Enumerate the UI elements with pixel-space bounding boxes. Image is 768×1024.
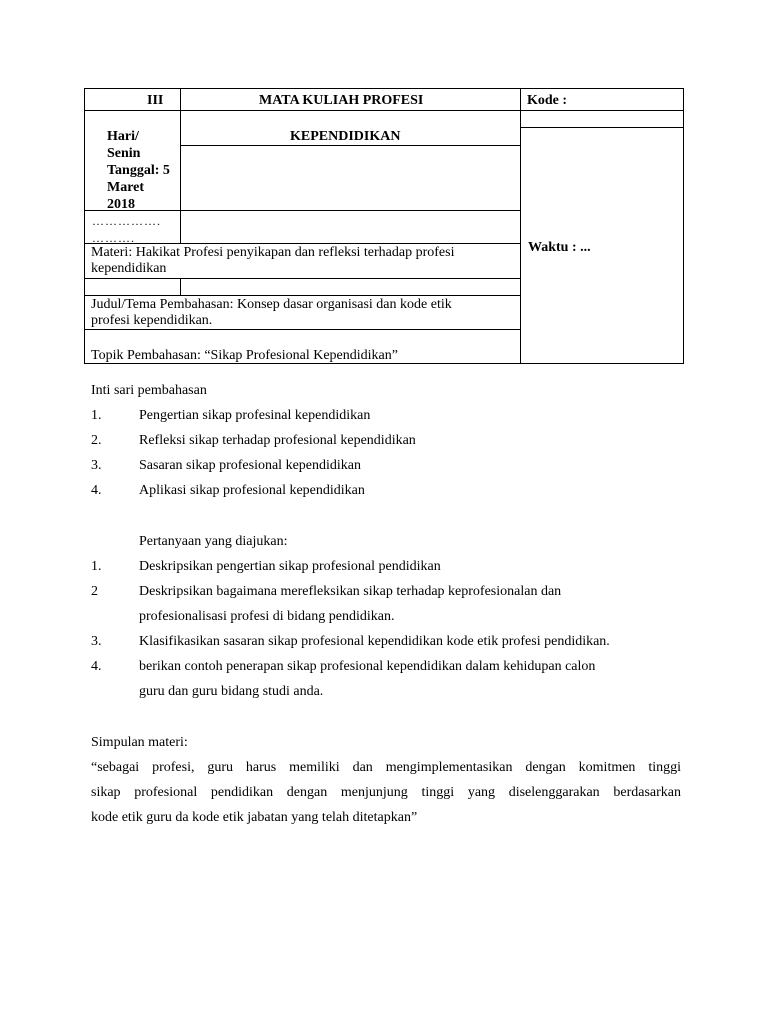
judul-line: profesi kependidikan. (91, 313, 213, 328)
simpulan-line: sikap profesional pendidikan dengan menjunjung tinggi yang diselenggarakan berdasarkan (91, 785, 681, 800)
materi-line: Materi: Hakikat Profesi penyikapan dan refleksi terhadap profesi (91, 245, 455, 260)
pertanyaan-item: Klasifikasikan sasaran sikap profesional kependidikan kode etik profesi pendidikan. (139, 634, 610, 649)
hari-tanggal-cell (107, 128, 170, 213)
intisari-number: 3. (91, 458, 102, 473)
intisari-number: 2. (91, 433, 102, 448)
pertanyaan-item-cont: profesionalisasi profesi di bidang pendidikan. (139, 609, 395, 624)
pertanyaan-item-cont: guru dan guru bidang studi anda. (139, 684, 324, 699)
hari-line: Senin (107, 146, 141, 161)
hari-line: Tanggal: 5 (107, 163, 170, 178)
waktu-label: Waktu : ... (528, 240, 591, 255)
simpulan-line: kode etik guru da kode etik jabatan yang telah ditetapkan” (91, 810, 418, 825)
intisari-item: Refleksi sikap terhadap profesional kependidikan (139, 433, 416, 448)
dots-placeholder (92, 213, 161, 247)
intisari-number: 1. (91, 408, 102, 423)
pertanyaan-number: 1. (91, 559, 102, 574)
pertanyaan-item: Deskripsikan pengertian sikap profesional pendidikan (139, 559, 441, 574)
simpulan-title: Simpulan materi: (91, 735, 188, 750)
table-number: III (147, 93, 164, 108)
course-subtitle: KEPENDIDIKAN (290, 129, 401, 144)
judul-line: Judul/Tema Pembahasan: Konsep dasar organisasi dan kode etik (91, 297, 452, 312)
pertanyaan-number: 4. (91, 659, 102, 674)
materi-cell (91, 245, 454, 277)
dots-line: ……………. (92, 214, 161, 228)
materi-line: kependidikan (91, 261, 167, 276)
intisari-item: Pengertian sikap profesinal kependidikan (139, 408, 371, 423)
hari-line: 2018 (107, 197, 135, 212)
pertanyaan-title: Pertanyaan yang diajukan: (139, 534, 288, 549)
intisari-number: 4. (91, 483, 102, 498)
intisari-item: Aplikasi sikap profesional kependidikan (139, 483, 365, 498)
topik-cell: Topik Pembahasan: “Sikap Profesional Kependidikan” (91, 348, 398, 363)
pertanyaan-item: berikan contoh penerapan sikap profesional kependidikan dalam kehidupan calon (139, 659, 596, 674)
kode-label: Kode : (527, 93, 568, 108)
judul-cell (91, 297, 452, 329)
intisari-title: Inti sari pembahasan (91, 383, 207, 398)
pertanyaan-number: 2 (91, 584, 98, 599)
pertanyaan-number: 3. (91, 634, 102, 649)
course-title: MATA KULIAH PROFESI (259, 93, 424, 108)
hari-line: Maret (107, 180, 145, 195)
pertanyaan-item: Deskripsikan bagaimana merefleksikan sikap terhadap keprofesionalan dan (139, 584, 562, 599)
intisari-item: Sasaran sikap profesional kependidikan (139, 458, 361, 473)
hari-line: Hari/ (107, 129, 139, 144)
simpulan-line: “sebagai profesi, guru harus memiliki dan mengimplementasikan dengan komitmen tinggi (91, 760, 681, 775)
dots-line: ………. (92, 231, 135, 245)
